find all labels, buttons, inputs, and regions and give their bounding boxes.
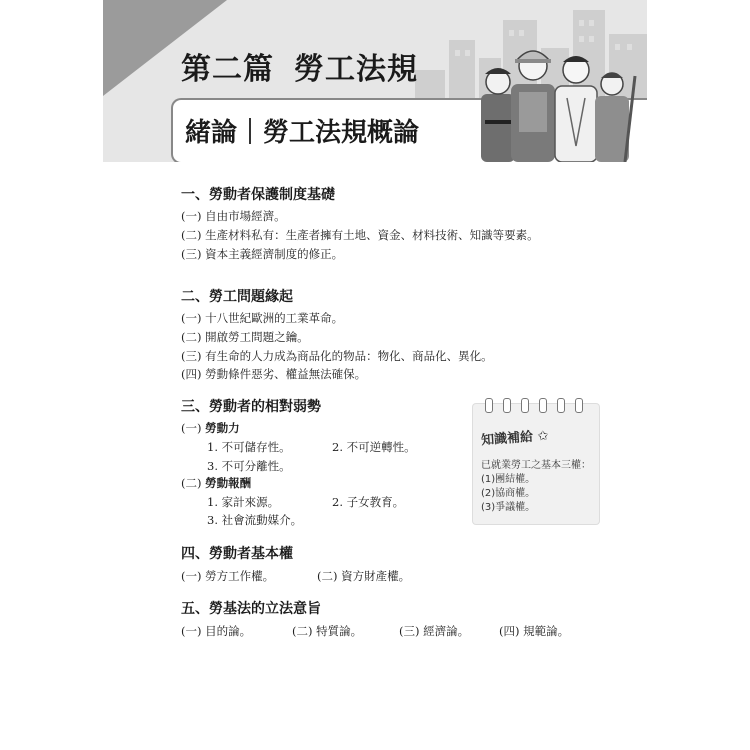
sub-prefix: (二) bbox=[181, 476, 202, 490]
list-item: (一) 目的論。 bbox=[181, 624, 252, 638]
list-item: (一) 自由市場經濟。 bbox=[181, 209, 286, 223]
binder-ring bbox=[521, 398, 529, 413]
star-icon: ✩ bbox=[537, 428, 550, 445]
binder-ring bbox=[575, 398, 583, 413]
sub-title: 勞動力 bbox=[205, 421, 240, 435]
part-title bbox=[181, 44, 418, 88]
list-item: (一) 十八世紀歐洲的工業革命。 bbox=[181, 311, 344, 325]
list-item: (三) 有生命的人力成為商品化的物品：物化、商品化、異化。 bbox=[181, 349, 493, 363]
section-heading: 三、勞動者的相對弱勢 bbox=[181, 399, 321, 415]
part-name: 勞工法規 bbox=[294, 52, 418, 87]
sub-prefix: (一) bbox=[181, 421, 202, 435]
note-line: (3)爭議權。 bbox=[481, 502, 536, 513]
binder-ring bbox=[503, 398, 511, 413]
binder-ring bbox=[539, 398, 547, 413]
list-item: 3. 不可分離性。 bbox=[207, 459, 291, 473]
list-item: (二) 開啟勞工問題之鑰。 bbox=[181, 330, 309, 344]
knowledge-note bbox=[473, 404, 599, 524]
title-divider bbox=[249, 118, 251, 144]
section-heading: 五、勞基法的立法意旨 bbox=[181, 601, 321, 617]
chapter-label: 緒論 bbox=[185, 118, 238, 148]
binder-ring bbox=[485, 398, 493, 413]
list-item: 2. 不可逆轉性。 bbox=[332, 440, 416, 454]
section-heading: 一、勞動者保護制度基礎 bbox=[181, 187, 335, 203]
note-line: 已就業勞工之基本三權： bbox=[481, 460, 591, 471]
list-item: 1. 家計來源。 bbox=[207, 495, 280, 509]
workers-illustration bbox=[475, 36, 647, 162]
list-item: (二) 特質論。 bbox=[292, 624, 363, 638]
chapter-name: 勞工法規概論 bbox=[263, 118, 420, 148]
section-heading: 四、勞動者基本權 bbox=[181, 546, 293, 562]
list-item: 3. 社會流動媒介。 bbox=[207, 513, 303, 527]
chapter-title bbox=[185, 112, 419, 149]
list-item: 2. 子女教育。 bbox=[332, 495, 405, 509]
note-line: (1)團結權。 bbox=[481, 474, 536, 485]
section-heading: 二、勞工問題緣起 bbox=[181, 289, 293, 305]
page bbox=[103, 0, 647, 750]
list-item: (二) 資方財產權。 bbox=[317, 569, 411, 583]
part-number: 第二篇 bbox=[181, 52, 274, 87]
list-item: (三) 經濟論。 bbox=[399, 624, 470, 638]
note-line: (2)協商權。 bbox=[481, 488, 536, 499]
sub-title: 勞動報酬 bbox=[205, 476, 252, 490]
binder-ring bbox=[557, 398, 565, 413]
list-item: (三) 資本主義經濟制度的修正。 bbox=[181, 247, 344, 261]
sub-heading bbox=[181, 475, 251, 491]
note-title-text: 知識補給 bbox=[480, 429, 534, 449]
list-item: (二) 生產材料私有：生產者擁有土地、資金、材料技術、知識等要素。 bbox=[181, 228, 539, 242]
chapter-header bbox=[103, 0, 647, 162]
sub-heading bbox=[181, 420, 240, 436]
list-item: 1. 不可儲存性。 bbox=[207, 440, 291, 454]
list-item: (一) 勞方工作權。 bbox=[181, 569, 275, 583]
note-title bbox=[480, 425, 549, 449]
list-item: (四) 勞動條件惡劣、權益無法確保。 bbox=[181, 367, 367, 381]
list-item: (四) 規範論。 bbox=[499, 624, 570, 638]
